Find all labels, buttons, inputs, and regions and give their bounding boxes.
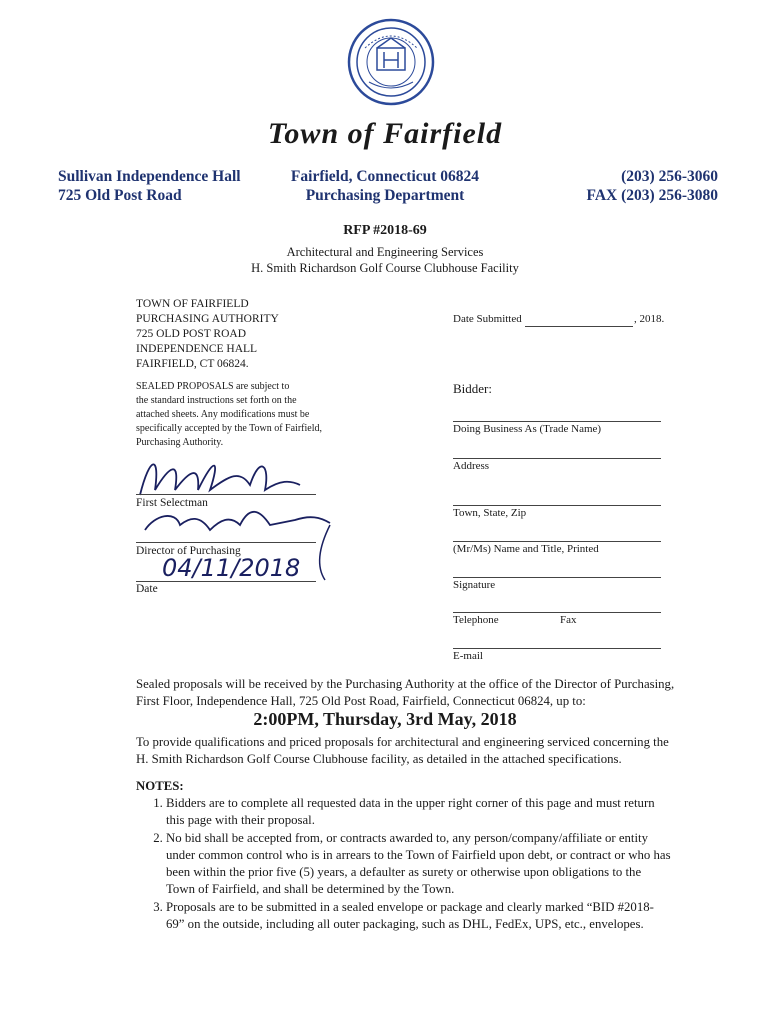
rfp-line2: H. Smith Richardson Golf Course Clubhouse Facility: [251, 261, 519, 275]
bidder-label: Bidder:: [453, 381, 492, 396]
header-left-line1: Sullivan Independence Hall: [58, 168, 241, 185]
header-center-line2: Purchasing Department: [305, 187, 465, 204]
first-selectman-label: First Selectman: [136, 497, 208, 509]
address-input[interactable]: [453, 457, 661, 459]
authority-line: TOWN OF FAIRFIELD: [136, 298, 249, 310]
sealed-note-line: the standard instructions set forth on the: [136, 395, 297, 406]
notes-list: [136, 795, 671, 933]
name-label: (Mr/Ms) Name and Title, Printed: [453, 543, 599, 555]
authority-line: FAIRFIELD, CT 06824.: [136, 358, 249, 370]
header-right: [560, 167, 718, 205]
handwritten-date: 04/11/2018: [162, 554, 301, 582]
proposal-intro-line1: Sealed proposals will be received by the Purchasing Authority at the office of the Director of Purchasing,: [136, 677, 675, 691]
town-seal: [347, 18, 435, 106]
header-center-line1: Fairfield, Connecticut 06824: [290, 168, 480, 185]
town-label: Town, State, Zip: [453, 507, 527, 519]
sealed-note-line: SEALED PROPOSALS are subject to: [136, 381, 290, 392]
header-fax: FAX (203) 256-3080: [586, 187, 718, 204]
authority-line: 725 OLD POST ROAD: [136, 328, 247, 340]
trade-name-input[interactable]: [453, 420, 661, 422]
email-label: E-mail: [453, 650, 483, 662]
date-label: Date: [136, 583, 158, 595]
header-left: [58, 167, 241, 205]
notes-heading: NOTES:: [136, 779, 184, 793]
name-input[interactable]: [453, 540, 661, 542]
authority-address: [136, 297, 279, 372]
sealed-note: [136, 380, 322, 450]
notes-section: [136, 795, 671, 934]
header-phone: (203) 256-3060: [621, 168, 718, 185]
authority-line: INDEPENDENCE HALL: [136, 343, 258, 355]
note-item: 3. Proposals are to be submitted in a sealed envelope or package and clearly marked “BID #2018-69” on the outside, including all outer packaging, such as DHL, FedEx, UPS, etc., envelopes.: [166, 899, 671, 933]
date-line: [136, 580, 316, 582]
deadline: 2:00PM, Thursday, 3rd May, 2018: [253, 709, 517, 729]
proposal-intro-line2: First Floor, Independence Hall, 725 Old Post Road, Fairfield, Connecticut 06824, up to:: [136, 694, 586, 708]
fax-label: Fax: [560, 614, 577, 626]
town-input[interactable]: [453, 504, 661, 506]
director-line: [136, 541, 316, 543]
sealed-note-line: specifically accepted by the Town of Fairfield,: [136, 423, 322, 434]
sealed-note-line: Purchasing Authority.: [136, 437, 224, 448]
date-submitted-input[interactable]: [525, 325, 633, 327]
date-submitted-label: Date Submitted: [453, 313, 522, 325]
header-center: [250, 167, 520, 205]
rfp-number: RFP #2018-69: [343, 223, 427, 238]
email-input[interactable]: [453, 647, 661, 649]
telephone-label: Telephone: [453, 614, 499, 626]
proposal-intro: [136, 676, 676, 710]
note-item: 2. No bid shall be accepted from, or contracts awarded to, any person/company/affiliate or entity under common control who is in arrears to the Town of Fairfield upon debt, or contract or who has been within the prior five (5) years, a defaulter as surety or otherwise upon obligations to the Town of Fairfield, and shall be determined by the Town.: [166, 830, 671, 898]
proposal-purpose-line2: H. Smith Richardson Golf Course Clubhouse facility, as detailed in the attached specifications.: [136, 752, 622, 766]
signature-label: Signature: [453, 579, 496, 591]
header-left-line2: 725 Old Post Road: [58, 187, 182, 204]
address-label: Address: [453, 460, 490, 472]
town-title: Town of Fairfield: [267, 117, 503, 150]
signature-input[interactable]: [453, 576, 661, 578]
proposal-purpose-line1: To provide qualifications and priced proposals for architectural and engineering serviced concerning the: [136, 735, 669, 749]
trade-name-label: Doing Business As (Trade Name): [453, 423, 602, 435]
note-item: 1. Bidders are to complete all requested data in the upper right corner of this page and must return this page with their proposal.: [166, 795, 671, 829]
telephone-fax-input[interactable]: [453, 611, 661, 613]
director-label: Director of Purchasing: [136, 545, 241, 557]
sealed-note-line: attached sheets. Any modifications must be: [136, 409, 310, 420]
first-selectman-line: [136, 493, 316, 495]
authority-line: PURCHASING AUTHORITY: [136, 313, 279, 325]
date-submitted-year: , 2018.: [634, 313, 665, 325]
rfp-line1: Architectural and Engineering Services: [286, 245, 484, 259]
proposal-purpose: [136, 734, 676, 768]
